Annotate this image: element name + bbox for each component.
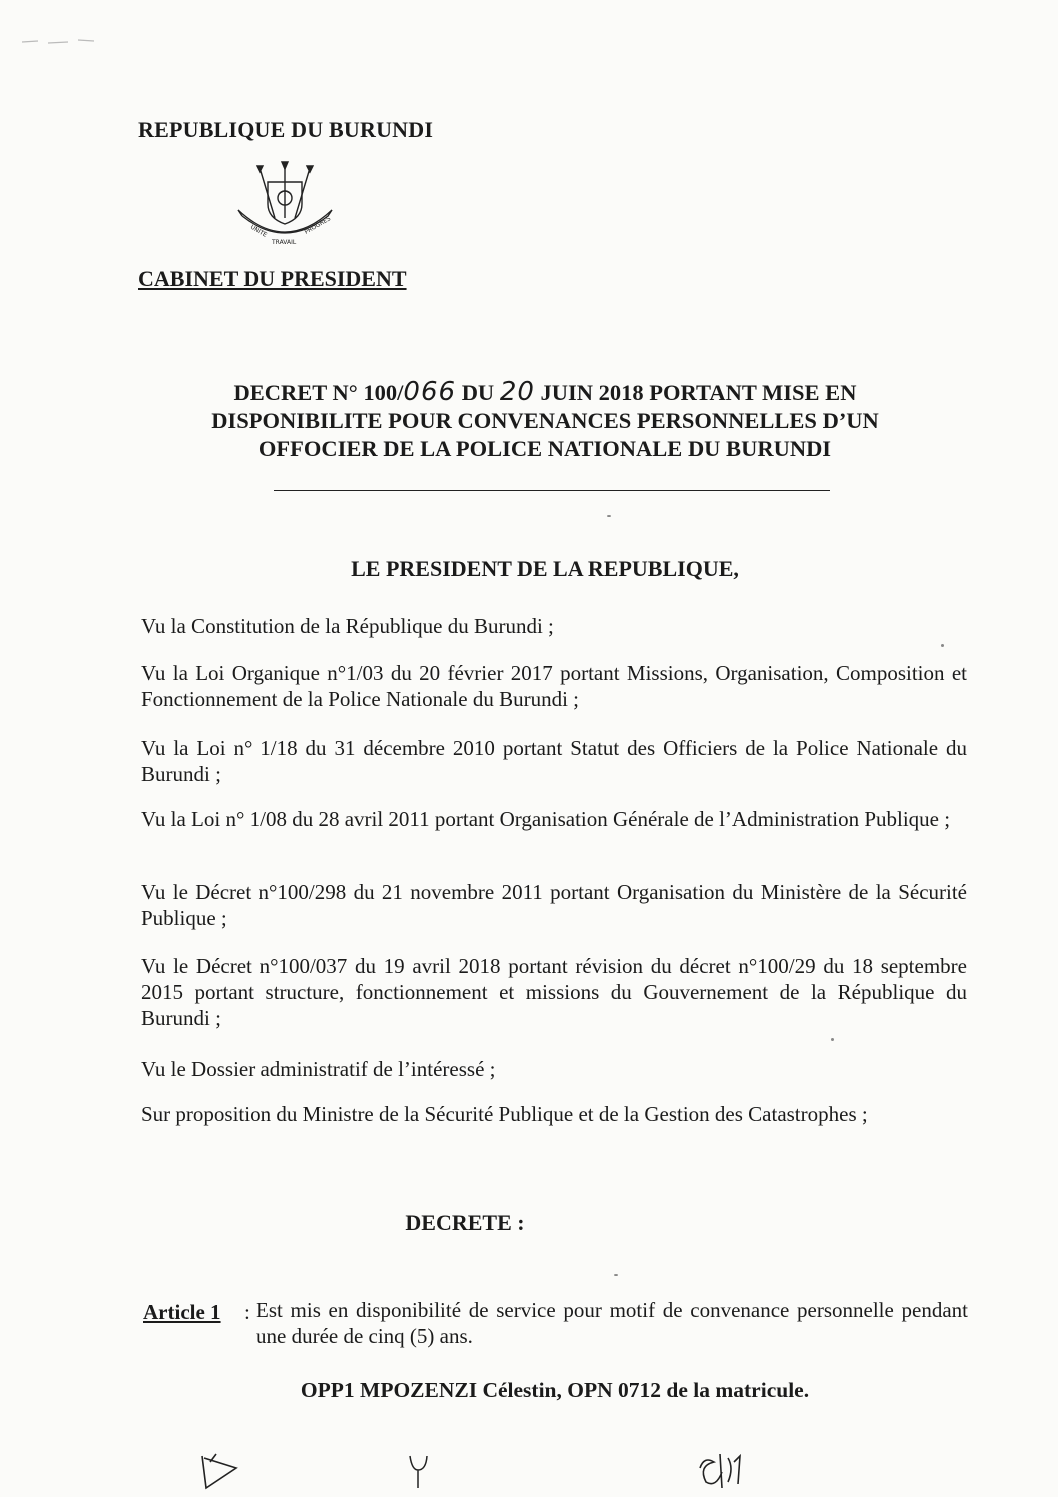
decree-title-rest: JUIN 2018 PORTANT MISE EN <box>534 380 857 405</box>
title-underline-divider <box>274 490 830 491</box>
decree-title <box>150 378 940 463</box>
decree-title-line-1 <box>150 378 940 407</box>
republic-heading: REPUBLIQUE DU BURUNDI <box>138 117 434 142</box>
article-1-label: Article 1 <box>143 1300 221 1324</box>
consideration-paragraph: Vu le Décret n°100/037 du 19 avril 2018 portant révision du décret n°100/29 du 18 septembre 2015 portant structure, fonctionnement et missions du Gouvernement de la République du Burundi ; <box>141 954 967 1030</box>
consideration-paragraph: Vu la Loi n° 1/08 du 28 avril 2011 portant Organisation Générale de l’Administration Publique ; <box>141 807 951 831</box>
decree-title-line-2: DISPONIBILITE POUR CONVENANCES PERSONNELLES D’UN <box>211 408 879 433</box>
handwritten-initial-icon <box>196 1448 246 1494</box>
handwritten-decree-day: 20 <box>499 377 535 407</box>
decrete-heading: DECRETE : <box>405 1210 525 1235</box>
consideration-paragraph: Vu la Constitution de la République du Burundi ; <box>141 614 554 638</box>
svg-text:UNITE: UNITE <box>249 223 269 239</box>
decree-title-line-3: OFFOCIER DE LA POLICE NATIONALE DU BURUNDI <box>258 436 832 461</box>
svg-text:TRAVAIL: TRAVAIL <box>272 239 297 246</box>
scan-smudge-icon <box>18 34 98 48</box>
consideration-paragraph: Vu la Loi n° 1/18 du 31 décembre 2010 portant Statut des Officiers de la Police Nationale du Burundi ; <box>141 736 967 786</box>
consideration-paragraph: Vu la Loi Organique n°1/03 du 20 février 2017 portant Missions, Organisation, Composition et Fonctionnement de la Police Nationale du Burundi ; <box>141 661 967 711</box>
svg-text:PROGRES: PROGRES <box>303 215 333 236</box>
article-1-separator: : <box>244 1300 250 1324</box>
decree-number-prefix: DECRET N° 100/ <box>233 380 404 405</box>
president-heading: LE PRESIDENT DE LA REPUBLIQUE, <box>351 556 739 581</box>
officer-identification: OPP1 MPOZENZI Célestin, OPN 0712 de la matricule. <box>300 1378 810 1402</box>
consideration-paragraph: Sur proposition du Ministre de la Sécurité Publique et de la Gestion des Catastrophes ; <box>141 1102 868 1126</box>
handwritten-initial-icon <box>404 1448 434 1494</box>
cabinet-heading: CABINET DU PRESIDENT <box>138 266 407 291</box>
scan-speck <box>607 515 611 517</box>
scan-speck <box>941 644 944 647</box>
consideration-paragraph: Vu le Décret n°100/298 du 21 novembre 2011 portant Organisation du Ministère de la Sécurité Publique ; <box>141 880 967 930</box>
consideration-paragraph: Vu le Dossier administratif de l’intéressé ; <box>141 1057 496 1081</box>
article-1-text: Est mis en disponibilité de service pour motif de convenance personnelle pendant une durée de cinq (5) ans. <box>256 1298 968 1348</box>
scan-speck <box>831 1038 834 1041</box>
coat-of-arms-icon <box>230 158 340 258</box>
handwritten-decree-number: 066 <box>403 377 457 407</box>
scan-speck <box>614 1274 618 1276</box>
decree-du: DU <box>456 380 500 405</box>
handwritten-signature-icon <box>690 1448 750 1494</box>
